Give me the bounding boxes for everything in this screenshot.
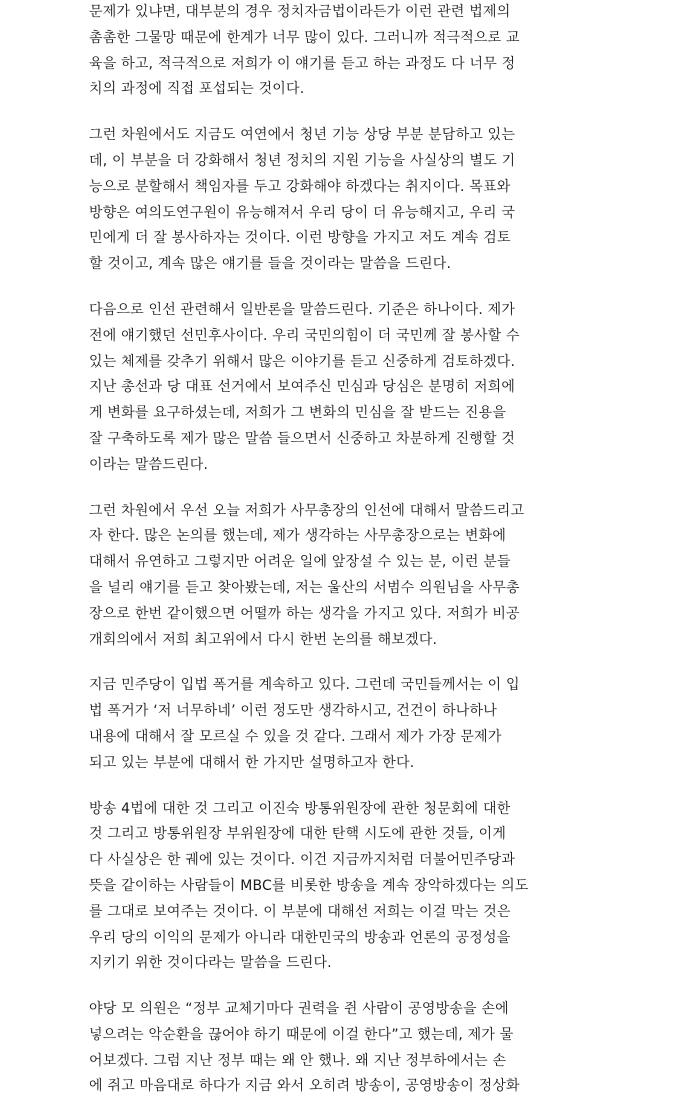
paragraph [89, 499, 614, 654]
text-line: 대해서 유연하고 그렇지만 어려운 일에 앞장설 수 있는 분, 이런 분들 [89, 554, 511, 571]
text-line: 있는 체제를 갖추기 위해서 많은 이야기를 듣고 신중하게 검토하겠다. [89, 353, 516, 370]
text-line: 야당 모 의원은 “정부 교체기마다 권력을 쥔 사람이 공영방송을 손에 [89, 1001, 509, 1018]
text-line: 다음으로 인선 관련해서 일반론을 말씀드린다. 기준은 하나이다. 제가 [89, 301, 516, 318]
document-body [89, 0, 614, 1120]
text-line: 민에게 더 잘 봉사하자는 것이다. 이런 방향을 가지고 저도 계속 검토 [89, 230, 511, 247]
text-line: 를 그대로 보여주는 것이다. 이 부분에 대해선 저희는 이걸 막는 것은 [89, 903, 511, 920]
text-line: 그런 차원에서도 지금도 여연에서 청년 기능 상당 부분 분담하고 있는 [89, 127, 516, 144]
text-line: 개회의에서 저희 최고위에서 다시 한번 논의를 해보겠다. [89, 631, 438, 648]
text-line: 자 한다. 많은 논의를 했는데, 제가 생각하는 사무총장으로는 변화에 [89, 528, 507, 545]
text-line: 그런 차원에서 우선 오늘 저희가 사무총장의 인선에 대해서 말씀드리고 [89, 502, 525, 519]
text-line: 촘촘한 그물망 때문에 한계가 너무 많이 있다. 그러니까 적극적으로 교 [89, 29, 520, 46]
text-line: 치의 과정에 직접 포섭되는 것이다. [89, 81, 305, 98]
text-line: 지키기 위한 것이다라는 말씀을 드린다. [89, 955, 332, 972]
text-line: 이라는 말씀드린다. [89, 456, 209, 473]
text-line: 전에 얘기했던 선민후사이다. 우리 국민의힘이 더 국민께 잘 봉사할 수 [89, 327, 520, 344]
text-line: 을 널리 얘기를 듣고 찾아봤는데, 저는 울산의 서범수 의원님을 사무총 [89, 579, 520, 596]
text-line: 지금 민주당이 입법 폭거를 계속하고 있다. 그런데 국민들께서는 이 입 [89, 677, 520, 694]
paragraph [89, 797, 614, 978]
text-line: 문제가 있냐면, 대부분의 경우 정치자금법이라든가 이런 관련 법제의 [89, 4, 511, 20]
text-line: 법 폭거가 ‘저 너무하네’ 이런 정도만 생각하시고, 건건이 하나하나 [89, 703, 497, 720]
text-line: 어보겠다. 그럼 지난 정부 때는 왜 안 했나. 왜 지난 정부하에서는 손 [89, 1052, 507, 1069]
text-line: 내용에 대해서 잘 모르실 수 있을 것 같다. 그래서 제가 가장 문제가 [89, 728, 502, 745]
text-line: 육을 하고, 적극적으로 저희가 이 얘기를 듣고 하는 과정도 다 너무 정 [89, 55, 516, 72]
paragraph [89, 298, 614, 479]
text-line: 방향은 여의도연구원이 유능해져서 우리 당이 더 유능해지고, 우리 국 [89, 204, 516, 221]
text-line: 넣으려는 악순환을 끊어야 하기 때문에 이걸 한다”고 했는데, 제가 물 [89, 1026, 514, 1043]
text-line: 에 쥐고 마음대로 하다가 지금 와서 오히려 방송이, 공영방송이 정상화 [89, 1078, 520, 1095]
text-line: 것 그리고 방통위원장 부위원장에 대한 탄핵 시도에 관한 것들, 이게 [89, 826, 507, 843]
text-line: 우리 당의 이익의 문제가 아니라 대한민국의 방송과 언론의 공정성을 [89, 929, 511, 946]
text-line: 지난 총선과 당 대표 선거에서 보여주신 민심과 당심은 분명히 저희에 [89, 379, 516, 396]
paragraph [89, 997, 614, 1100]
text-line: 잘 구축하도록 제가 많은 말씀 들으면서 신중하고 차분하게 진행할 것 [89, 430, 516, 447]
paragraph [89, 123, 614, 278]
paragraph [89, 673, 614, 776]
text-line: 되고 있는 부분에 대해서 한 가지만 설명하고자 한다. [89, 754, 415, 771]
text-line: 방송 4법에 대한 것 그리고 이진숙 방통위원장에 관한 청문회에 대한 [89, 800, 511, 817]
text-line: 다 사실상은 한 궤에 있는 것이다. 이건 지금까지처럼 더불어민주당과 [89, 852, 516, 869]
text-line: 능으로 분할해서 책임자를 두고 강화해야 하겠다는 취지이다. 목표와 [89, 178, 511, 195]
text-line: 뜻을 같이하는 사람들이 MBC를 비롯한 방송을 계속 장악하겠다는 의도 [89, 877, 529, 894]
text-line: 데, 이 부분을 더 강화해서 청년 정치의 지원 기능을 사실상의 별도 기 [89, 152, 516, 169]
paragraph [89, 0, 614, 103]
text-line: 게 변화를 요구하셨는데, 저희가 그 변화의 민심을 잘 받드는 진용을 [89, 405, 507, 422]
text-line: 장으로 한번 같이했으면 어떨까 하는 생각을 가지고 있다. 저희가 비공 [89, 605, 520, 622]
text-line: 할 것이고, 계속 많은 얘기를 들을 것이라는 말씀을 드린다. [89, 256, 452, 273]
